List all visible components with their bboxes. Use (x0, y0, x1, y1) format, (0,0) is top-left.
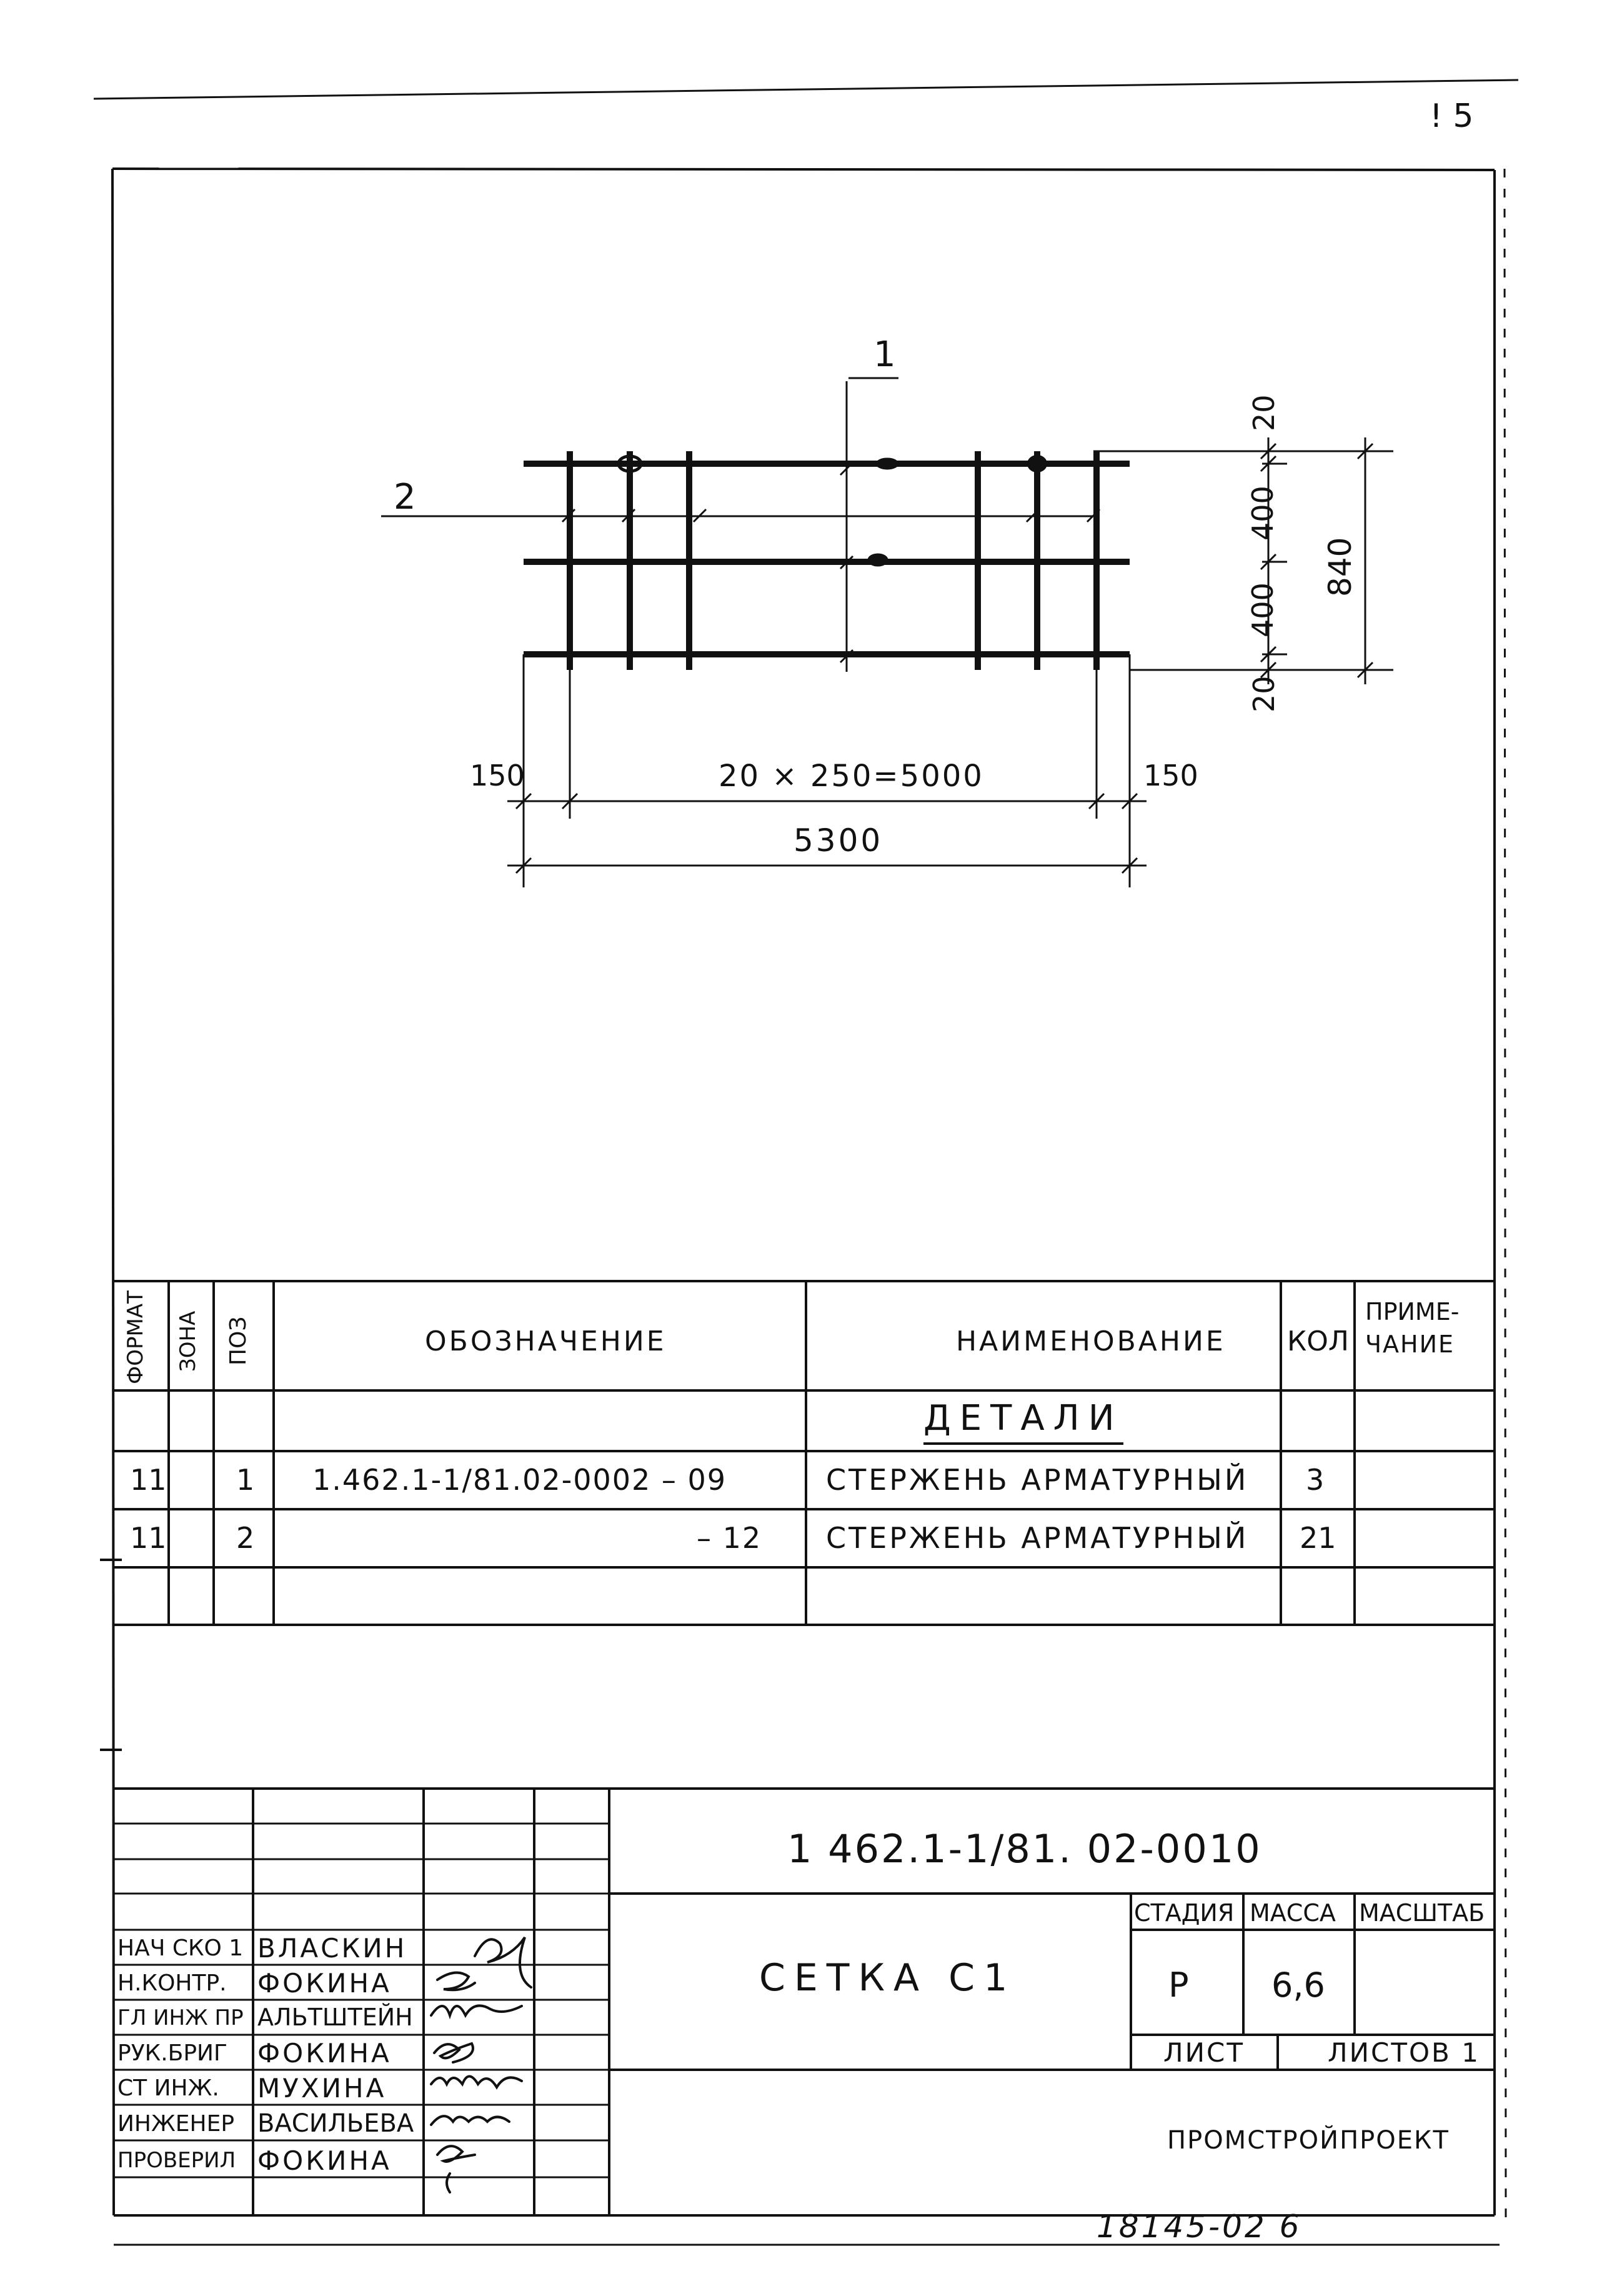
dim-bottom-label: 20 (1247, 676, 1281, 712)
stage-label: СТАДИЯ (1134, 1899, 1235, 1927)
spec-row-1-format: 11 (130, 1463, 167, 1497)
spec-row-2-pos: 2 (236, 1521, 255, 1555)
scale-label: МАСШТАБ (1359, 1899, 1485, 1927)
spec-header-note-line1: ПРИМЕ- (1365, 1298, 1460, 1325)
dim-right-offset-label: 150 (1143, 759, 1198, 792)
spec-row-1-designation: 1.462.1-1/81.02-0002 – 09 (312, 1463, 727, 1497)
corner-mark: ! 5 (1430, 97, 1474, 135)
signature-vasileva (431, 2116, 509, 2125)
product-name: СЕТКА С1 (759, 1956, 1017, 2000)
signature-fokina-3 (437, 2146, 475, 2192)
spec-header-zone: ЗОНА (176, 1310, 201, 1372)
spec-row-1-pos: 1 (236, 1463, 255, 1497)
spec-header-note-line2: ЧАНИЕ (1365, 1330, 1455, 1358)
signatory-role: ИНЖЕНЕР (117, 2111, 235, 2137)
signature-marks (431, 1937, 531, 2192)
spec-header-qty: КОЛ (1287, 1325, 1349, 1357)
signatory-name: ВЛАСКИН (257, 1933, 407, 1964)
callout-2-label: 2 (394, 477, 416, 517)
signatory-name: ВАСИЛЬЕВА (257, 2109, 414, 2138)
spec-row-1-qty: 3 (1306, 1463, 1325, 1497)
mass-value: 6,6 (1271, 1965, 1325, 2005)
signature-fokina-2 (434, 2044, 473, 2062)
signatory-name: АЛЬТШТЕЙН (257, 2004, 413, 2031)
spec-header-designation: ОБОЗНАЧЕНИЕ (425, 1325, 667, 1357)
spec-row-2-designation: – 12 (697, 1521, 762, 1555)
mass-label: МАССА (1250, 1899, 1336, 1927)
signatory-role: СТ ИНЖ. (117, 2075, 219, 2101)
organization-name: ПРОМСТРОЙПРОЕКТ (1167, 2126, 1450, 2155)
signature-vlaskin (475, 1937, 531, 1987)
spec-header-format: ФОРМАТ (123, 1290, 148, 1384)
spec-row-2-qty: 21 (1300, 1521, 1336, 1555)
sheets-label: ЛИСТОВ 1 (1328, 2037, 1480, 2068)
signatory-role: РУК.БРИГ (117, 2040, 227, 2066)
spec-header-name: НАИМЕНОВАНИЕ (956, 1325, 1226, 1357)
signatory-role: Н.КОНТР. (117, 1970, 227, 1996)
dim-left-offset-label: 150 (470, 759, 525, 792)
signatory-role: ПРОВЕРИЛ (117, 2148, 236, 2173)
document-code: 1 462.1-1/81. 02-0010 (787, 1826, 1262, 1872)
signatory-name: ФОКИНА (257, 1968, 392, 1999)
dim-total-height-label: 840 (1322, 537, 1358, 597)
spec-section-title: ДЕТАЛИ (923, 1401, 1123, 1445)
archive-number: 18145-02 6 (1097, 2209, 1302, 2245)
dim-top-label: 20 (1247, 394, 1281, 431)
signatory-name: ФОКИНА (257, 2038, 392, 2069)
spec-row-2-format: 11 (130, 1521, 167, 1555)
sheet-label: ЛИСТ (1163, 2037, 1245, 2068)
dim-span-label: 20 × 250=5000 (719, 759, 984, 794)
stage-value: Р (1168, 1965, 1189, 2005)
signatory-role: ГЛ ИНЖ ПР (117, 2005, 244, 2030)
callout-1-label: 1 (873, 334, 896, 375)
signature-altshtein (431, 2005, 522, 2015)
dim-mid1-label: 400 (1246, 486, 1280, 541)
dim-mid2-label: 400 (1246, 582, 1280, 637)
spec-row-1-name: СТЕРЖЕНЬ АРМАТУРНЫЙ (826, 1463, 1249, 1497)
signatory-name: ФОКИНА (257, 2145, 392, 2176)
signatory-role: НАЧ СКО 1 (117, 1935, 244, 1961)
signature-mukhina (431, 2077, 522, 2088)
signature-fokina-1 (437, 1973, 475, 1990)
spec-header-pos: ПОЗ (226, 1316, 251, 1365)
dim-total-length-label: 5300 (794, 822, 883, 859)
signatory-name: МУХИНА (257, 2073, 387, 2104)
spec-row-2-name: СТЕРЖЕНЬ АРМАТУРНЫЙ (826, 1521, 1249, 1555)
